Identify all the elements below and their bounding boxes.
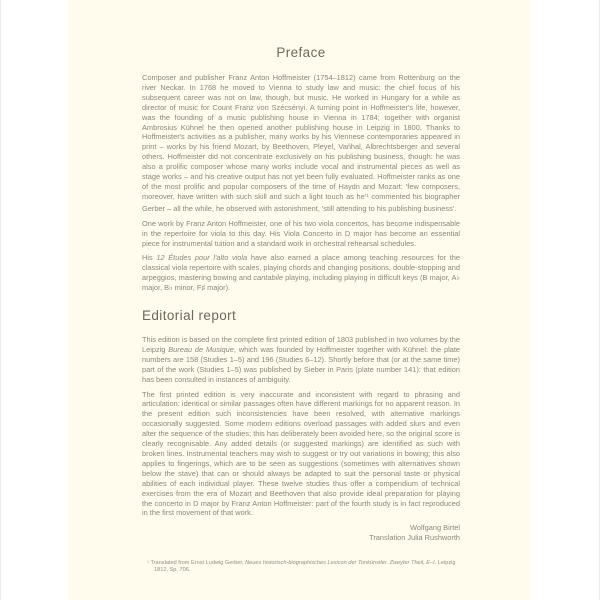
signature-translator: Translation Julia Rushworth (369, 533, 460, 543)
score-preface-page (68, 0, 531, 600)
canvas-left-edge-line (0, 0, 1, 600)
preface-paragraph-etudes: His 12 Études pour l'alto viola have also earned a place among teaching resources for the classical viola repertoire with scales, playing chords and changing positions, double-stopping and arpeggios, mastering bowing and cantabile playing, including playing in difficult keys (B major, A♭ major, B♭ minor, F♯ major). (142, 253, 461, 293)
footnote-body: Translated from Ernst Ludwig Gerber, Neues historisch-biographisches Lexicon der Tonkünstler. Zweyter Theil, E–I. Leipzig 1812, Sp. 706. (149, 560, 456, 574)
preface-heading: Preface (276, 45, 326, 60)
editorial-report-heading: Editorial report (142, 308, 237, 324)
editorial-paragraph-sources: This edition is based on the complete first printed edition of 1803 published in two volumes by the Leipzig Bureau de Musique, which was founded by Hoffmeister together with Kühnel: the plate numbers are 158 (Studies 1–5) and 196 (Studies 6–12). Shortly before that (or at the same time) part of the work (Studies 1–5) was published by Sieber in Paris (plate number 141): that edition has been consulted in instances of ambiguity. (142, 335, 460, 384)
signature-author: Wolfgang Birtel (410, 523, 460, 533)
footnote (147, 560, 460, 574)
signature-block (142, 523, 460, 543)
preface-paragraph-concerto: One work by Franz Anton Hoffmeister, one of his two viola concertos, has become indispensable in the repertoire for viola to this day. His Viola Concerto in D major has become an essential piece for instrumental tuition and a standard work in orchestral rehearsal schedules. (142, 218, 460, 248)
footnote-marker: 1 (147, 559, 150, 564)
footnote-text (147, 559, 460, 574)
editorial-paragraph-markings: The first printed edition is very inaccurate and inconsistent with regard to phrasing and articulation: identical or similar passages often have different markings for no apparent reason. In the present edition such inconsistencies have been resolved, with alternative markings occasionally suggested. Some modern editions overload passages with added slurs and even alter the sequence of the studies; this has deliberately been avoided here, so the original score is clearly recognisable. Any added details (or suggested markings) are identified as such with broken lines. Instrumental teachers may wish to suggest or try out variations in bowing; this also applies to fingerings, which are to be seen as suggestions (sometimes with alternatives shown below the stave) that can or should always be adapted to suit the personal taste or physical abilities of each individual player. These twelve studies thus offer a compendium of technical exercises from the era of Mozart and Beethoven that also provide ideal preparation for playing the concerto in D major by Franz Anton Hoffmeister: part of the fourth study is in fact reproduced in the first movement of that work. (142, 389, 460, 518)
preface-paragraph-biography: Composer and publisher Franz Anton Hoffmeister (1754–1812) came from Rottenburg on the river Neckar. In 1768 he moved to Vienna to study law and music: the chief focus of his subsequent career was not on law, though, but music. He worked in Hungary for a while as director of music for Count Franz von Szécsényi. A turning point in Hoffmeister's life, however, was the founding of a music publishing house in Vienna in 1784; together with organist Ambrosius Kühnel he then opened another publishing house in Leipzig in 1800. Thanks to Hoffmeister's activities as a publisher, many works by his Viennese contemporaries appeared in print – works by his friend Mozart, by Beethoven, Pleyel, Vaňhal, Albrechtsberger and several others. Hoffmeister did not concentrate exclusively on his publishing business, though: he was also a prolific composer whose many works include vocal and instrumental pieces as well as stage works – and his creative output has not yet been fully evaluated. Hoffmeister ranks as one of the most prolific and popular composers of the time of Haydn and Mozart: 'few composers, moreover, have written with such skill and such a light touch as $he'^1$ commented his biographer Gerber – all the while, he observed with astonishment, 'still attending to his publishing business'. (142, 73, 460, 213)
